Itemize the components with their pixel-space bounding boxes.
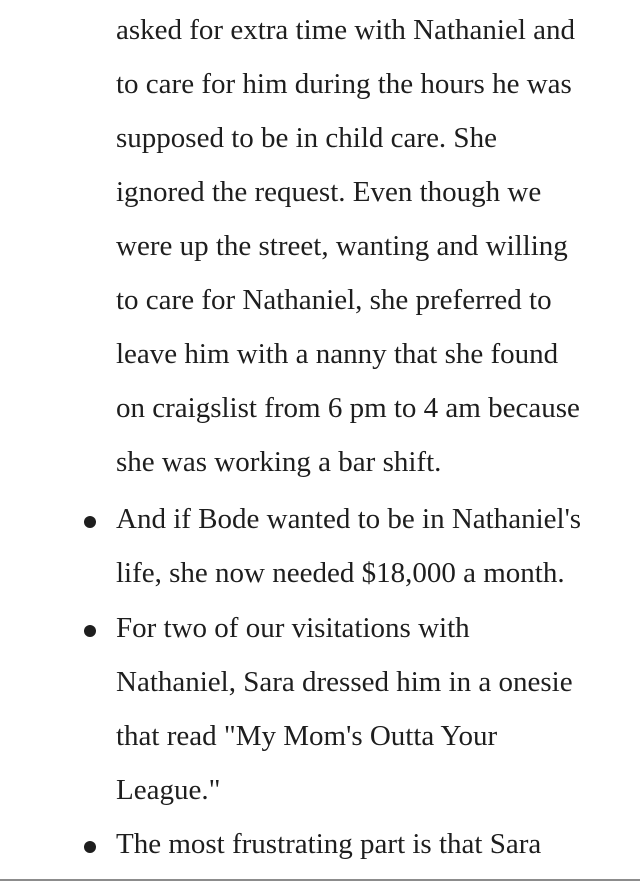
bullet-icon xyxy=(84,625,96,637)
text-line: to care for Nathaniel, she preferred to xyxy=(116,284,552,316)
text-line: ignored the request. Even though we xyxy=(116,176,542,208)
text-line: life, she now needed $18,000 a month. xyxy=(116,557,565,589)
bottom-divider xyxy=(0,879,640,881)
bullet-icon xyxy=(84,516,96,528)
text-line: to care for him during the hours he was xyxy=(116,68,572,100)
text-line: that read "My Mom's Outta Your xyxy=(116,720,498,752)
text-line: League." xyxy=(116,774,221,806)
text-line: Nathaniel, Sara dressed him in a onesie xyxy=(116,666,573,698)
text-line: on craigslist from 6 pm to 4 am because xyxy=(116,392,580,424)
text-line: she was working a bar shift. xyxy=(116,446,442,478)
bullet-icon xyxy=(84,841,96,853)
text-line: asked for extra time with Nathaniel and xyxy=(116,14,576,46)
text-line: were up the street, wanting and willing xyxy=(116,230,568,262)
text-line: leave him with a nanny that she found xyxy=(116,338,559,370)
text-line: For two of our visitations with xyxy=(116,612,470,644)
text-line: supposed to be in child care. She xyxy=(116,122,497,154)
text-line: The most frustrating part is that Sara xyxy=(116,828,542,860)
text-line: And if Bode wanted to be in Nathaniel's xyxy=(116,503,582,535)
